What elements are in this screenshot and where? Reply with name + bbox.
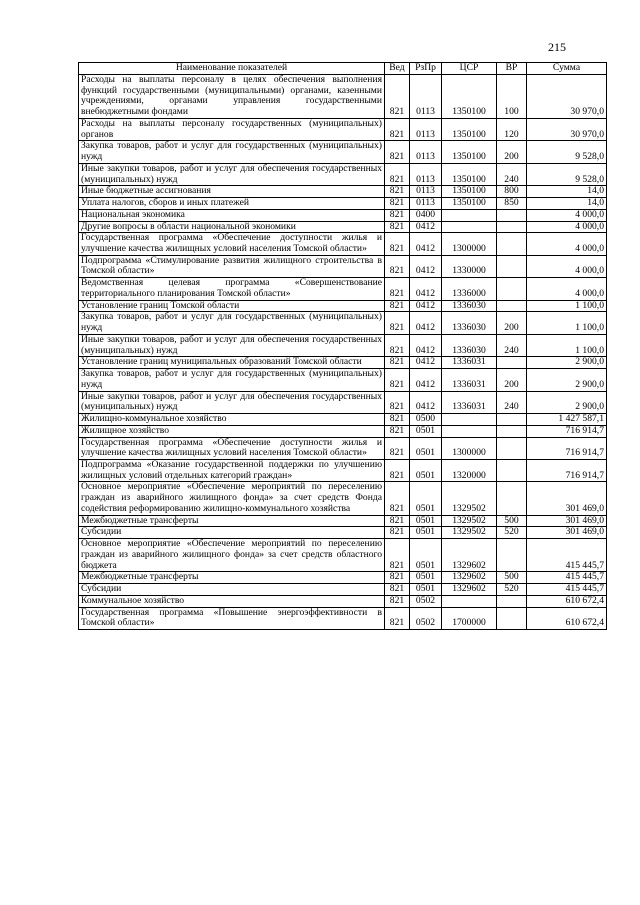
cell-sum: 4 000,0: [527, 278, 607, 300]
cell-sum: 415 445,7: [527, 539, 607, 572]
cell-sum: 610 672,4: [527, 607, 607, 629]
cell-name: Установление границ муниципальных образований Томской области: [79, 357, 385, 369]
cell-ved: 821: [385, 233, 410, 255]
cell-vr: 800: [497, 186, 527, 198]
cell-ved: 821: [385, 255, 410, 277]
cell-csr: 1300000: [442, 437, 497, 459]
cell-name: Установление границ Томской области: [79, 300, 385, 312]
cell-vr: [497, 233, 527, 255]
table-row: [79, 75, 607, 119]
table-row: [79, 334, 607, 356]
cell-vr: [497, 414, 527, 426]
cell-name: Жилищное хозяйство: [79, 425, 385, 437]
cell-csr: [442, 595, 497, 607]
cell-csr: 1336031: [442, 391, 497, 413]
cell-rzpr: 0501: [410, 437, 442, 459]
cell-name: Межбюджетные трансферты: [79, 572, 385, 584]
cell-ved: 821: [385, 369, 410, 391]
cell-rzpr: 0113: [410, 141, 442, 163]
cell-ved: 821: [385, 209, 410, 221]
cell-rzpr: 0412: [410, 300, 442, 312]
cell-sum: 1 100,0: [527, 300, 607, 312]
cell-rzpr: 0400: [410, 209, 442, 221]
cell-csr: 1350100: [442, 75, 497, 119]
cell-vr: 240: [497, 163, 527, 185]
cell-sum: 301 469,0: [527, 527, 607, 539]
header-csr: ЦСР: [442, 63, 497, 75]
cell-rzpr: 0113: [410, 186, 442, 198]
cell-ved: 821: [385, 312, 410, 334]
cell-name: Другие вопросы в области национальной экономики: [79, 221, 385, 233]
cell-csr: 1336031: [442, 369, 497, 391]
cell-sum: 301 469,0: [527, 515, 607, 527]
cell-csr: [442, 425, 497, 437]
cell-vr: 520: [497, 527, 527, 539]
cell-rzpr: 0412: [410, 312, 442, 334]
cell-rzpr: 0502: [410, 607, 442, 629]
cell-sum: 716 914,7: [527, 425, 607, 437]
cell-vr: [497, 221, 527, 233]
cell-name: Межбюджетные трансферты: [79, 515, 385, 527]
table-row: [79, 527, 607, 539]
cell-sum: 4 000,0: [527, 209, 607, 221]
cell-ved: 821: [385, 595, 410, 607]
cell-name: Иные бюджетные ассигнования: [79, 186, 385, 198]
cell-name: Коммунальное хозяйство: [79, 595, 385, 607]
cell-csr: [442, 221, 497, 233]
cell-name: Закупка товаров, работ и услуг для государственных (муниципальных) нужд: [79, 141, 385, 163]
cell-ved: 821: [385, 584, 410, 596]
cell-name: Национальная экономика: [79, 209, 385, 221]
cell-name: Иные закупки товаров, работ и услуг для обеспечения государственных (муниципальных) нужд: [79, 334, 385, 356]
cell-name: Иные закупки товаров, работ и услуг для обеспечения государственных (муниципальных) нужд: [79, 163, 385, 185]
table-row: [79, 278, 607, 300]
cell-name: Расходы на выплаты персоналу государственных (муниципальных) органов: [79, 118, 385, 140]
cell-ved: 821: [385, 391, 410, 413]
cell-rzpr: 0501: [410, 584, 442, 596]
cell-name: Жилищно-коммунальное хозяйство: [79, 414, 385, 426]
cell-sum: 2 900,0: [527, 391, 607, 413]
cell-ved: 821: [385, 300, 410, 312]
cell-vr: 240: [497, 391, 527, 413]
cell-vr: [497, 607, 527, 629]
cell-ved: 821: [385, 186, 410, 198]
cell-name: Государственная программа «Обеспечение доступности жилья и улучшение качества жилищных условий населения Томской области»: [79, 437, 385, 459]
cell-vr: 520: [497, 584, 527, 596]
cell-vr: 120: [497, 118, 527, 140]
cell-ved: 821: [385, 118, 410, 140]
table-row: [79, 312, 607, 334]
cell-sum: 1 427 587,1: [527, 414, 607, 426]
cell-vr: 200: [497, 141, 527, 163]
cell-sum: 30 970,0: [527, 118, 607, 140]
table-row: [79, 515, 607, 527]
table-row: [79, 425, 607, 437]
cell-csr: 1336031: [442, 357, 497, 369]
cell-name: Государственная программа «Повышение энергоэффективности в Томской области»: [79, 607, 385, 629]
cell-rzpr: 0501: [410, 527, 442, 539]
header-rzpr: РзПр: [410, 63, 442, 75]
cell-name: Закупка товаров, работ и услуг для государственных (муниципальных) нужд: [79, 312, 385, 334]
cell-rzpr: 0501: [410, 459, 442, 481]
table-row: [79, 255, 607, 277]
table-row: [79, 414, 607, 426]
cell-csr: 1329602: [442, 572, 497, 584]
table-row: [79, 391, 607, 413]
table-row: [79, 300, 607, 312]
table-row: [79, 369, 607, 391]
cell-csr: 1300000: [442, 233, 497, 255]
cell-vr: [497, 595, 527, 607]
table-row: [79, 209, 607, 221]
cell-sum: 1 100,0: [527, 312, 607, 334]
cell-sum: 4 000,0: [527, 255, 607, 277]
table-row: [79, 198, 607, 210]
cell-rzpr: 0113: [410, 75, 442, 119]
cell-rzpr: 0113: [410, 198, 442, 210]
table-row: [79, 141, 607, 163]
table-row: [79, 607, 607, 629]
cell-rzpr: 0502: [410, 595, 442, 607]
cell-vr: [497, 209, 527, 221]
cell-sum: 2 900,0: [527, 369, 607, 391]
cell-vr: 500: [497, 515, 527, 527]
table-row: [79, 459, 607, 481]
cell-ved: 821: [385, 221, 410, 233]
cell-rzpr: 0412: [410, 233, 442, 255]
cell-name: Субсидии: [79, 527, 385, 539]
cell-csr: 1350100: [442, 141, 497, 163]
cell-vr: [497, 539, 527, 572]
cell-csr: 1700000: [442, 607, 497, 629]
cell-csr: 1350100: [442, 198, 497, 210]
cell-rzpr: 0501: [410, 539, 442, 572]
cell-ved: 821: [385, 437, 410, 459]
cell-sum: 716 914,7: [527, 437, 607, 459]
cell-name: Закупка товаров, работ и услуг для государственных (муниципальных) нужд: [79, 369, 385, 391]
cell-ved: 821: [385, 414, 410, 426]
cell-csr: 1329502: [442, 482, 497, 515]
cell-rzpr: 0412: [410, 369, 442, 391]
cell-sum: 716 914,7: [527, 459, 607, 481]
cell-vr: 500: [497, 572, 527, 584]
cell-csr: 1350100: [442, 163, 497, 185]
table-header-row: [79, 63, 607, 75]
table-row: [79, 572, 607, 584]
table-row: [79, 118, 607, 140]
cell-csr: 1336030: [442, 300, 497, 312]
table-row: [79, 233, 607, 255]
table-row: [79, 357, 607, 369]
cell-vr: 850: [497, 198, 527, 210]
cell-vr: 100: [497, 75, 527, 119]
cell-name: Государственная программа «Обеспечение доступности жилья и улучшение качества жилищных условий населения Томской области»: [79, 233, 385, 255]
cell-sum: 4 000,0: [527, 233, 607, 255]
cell-rzpr: 0412: [410, 278, 442, 300]
cell-vr: [497, 459, 527, 481]
table-row: [79, 482, 607, 515]
cell-csr: 1329602: [442, 539, 497, 572]
cell-name: Основное мероприятие «Обеспечение мероприятий по переселению граждан из аварийного жилищного фонда» за счет средств Фонда содействия реформированию жилищно-коммунального хозяйства: [79, 482, 385, 515]
cell-ved: 821: [385, 75, 410, 119]
cell-csr: [442, 209, 497, 221]
cell-rzpr: 0500: [410, 414, 442, 426]
cell-csr: 1350100: [442, 186, 497, 198]
cell-rzpr: 0412: [410, 255, 442, 277]
table-row: [79, 221, 607, 233]
cell-ved: 821: [385, 141, 410, 163]
cell-sum: 9 528,0: [527, 141, 607, 163]
cell-csr: 1330000: [442, 255, 497, 277]
cell-sum: 30 970,0: [527, 75, 607, 119]
cell-sum: 415 445,7: [527, 584, 607, 596]
table-row: [79, 186, 607, 198]
cell-vr: [497, 425, 527, 437]
page-number: 215: [548, 40, 566, 54]
cell-name: Расходы на выплаты персоналу в целях обеспечения выполнения функций государственными (муниципальными) органами, казенными учреждениями, органами управления государственными внебюджетными фондами: [79, 75, 385, 119]
cell-sum: 610 672,4: [527, 595, 607, 607]
budget-table: [78, 62, 607, 630]
cell-rzpr: 0412: [410, 334, 442, 356]
cell-rzpr: 0501: [410, 572, 442, 584]
cell-rzpr: 0412: [410, 221, 442, 233]
cell-sum: 14,0: [527, 186, 607, 198]
cell-rzpr: 0501: [410, 425, 442, 437]
cell-csr: [442, 414, 497, 426]
cell-rzpr: 0501: [410, 482, 442, 515]
cell-sum: 9 528,0: [527, 163, 607, 185]
cell-ved: 821: [385, 607, 410, 629]
cell-csr: 1329602: [442, 584, 497, 596]
cell-vr: [497, 482, 527, 515]
cell-vr: 200: [497, 369, 527, 391]
cell-sum: 2 900,0: [527, 357, 607, 369]
cell-ved: 821: [385, 278, 410, 300]
cell-csr: 1329502: [442, 515, 497, 527]
cell-vr: [497, 278, 527, 300]
cell-ved: 821: [385, 515, 410, 527]
cell-csr: 1350100: [442, 118, 497, 140]
cell-sum: 1 100,0: [527, 334, 607, 356]
cell-csr: 1329502: [442, 527, 497, 539]
cell-ved: 821: [385, 425, 410, 437]
cell-name: Ведомственная целевая программа «Совершенствование территориального планирования Томской области»: [79, 278, 385, 300]
cell-csr: 1320000: [442, 459, 497, 481]
table-row: [79, 437, 607, 459]
table-row: [79, 539, 607, 572]
cell-vr: 240: [497, 334, 527, 356]
cell-csr: 1336000: [442, 278, 497, 300]
cell-vr: [497, 357, 527, 369]
cell-name: Уплата налогов, сборов и иных платежей: [79, 198, 385, 210]
cell-name: Подпрограмма «Стимулирование развития жилищного строительства в Томской области»: [79, 255, 385, 277]
header-name: Наименование показателей: [79, 63, 385, 75]
cell-ved: 821: [385, 527, 410, 539]
table-row: [79, 163, 607, 185]
cell-sum: 415 445,7: [527, 572, 607, 584]
cell-name: Подпрограмма «Оказание государственной поддержки по улучшению жилищных условий отдельных категорий граждан»: [79, 459, 385, 481]
cell-rzpr: 0113: [410, 118, 442, 140]
cell-csr: 1336030: [442, 312, 497, 334]
cell-vr: [497, 255, 527, 277]
cell-ved: 821: [385, 198, 410, 210]
cell-name: Иные закупки товаров, работ и услуг для обеспечения государственных (муниципальных) нужд: [79, 391, 385, 413]
table-row: [79, 595, 607, 607]
cell-vr: 200: [497, 312, 527, 334]
cell-csr: 1336030: [442, 334, 497, 356]
cell-rzpr: 0412: [410, 391, 442, 413]
header-sum: Сумма: [527, 63, 607, 75]
cell-ved: 821: [385, 572, 410, 584]
cell-ved: 821: [385, 482, 410, 515]
cell-ved: 821: [385, 539, 410, 572]
cell-ved: 821: [385, 459, 410, 481]
cell-sum: 301 469,0: [527, 482, 607, 515]
cell-rzpr: 0113: [410, 163, 442, 185]
cell-vr: [497, 300, 527, 312]
cell-name: Субсидии: [79, 584, 385, 596]
cell-sum: 4 000,0: [527, 221, 607, 233]
cell-rzpr: 0501: [410, 515, 442, 527]
cell-name: Основное мероприятие «Обеспечение мероприятий по переселению граждан из аварийного жилищного фонда» за счет средств областного бюджета: [79, 539, 385, 572]
table-row: [79, 584, 607, 596]
cell-rzpr: 0412: [410, 357, 442, 369]
cell-sum: 14,0: [527, 198, 607, 210]
cell-ved: 821: [385, 334, 410, 356]
header-ved: Вед: [385, 63, 410, 75]
cell-vr: [497, 437, 527, 459]
header-vr: ВР: [497, 63, 527, 75]
cell-ved: 821: [385, 357, 410, 369]
cell-ved: 821: [385, 163, 410, 185]
